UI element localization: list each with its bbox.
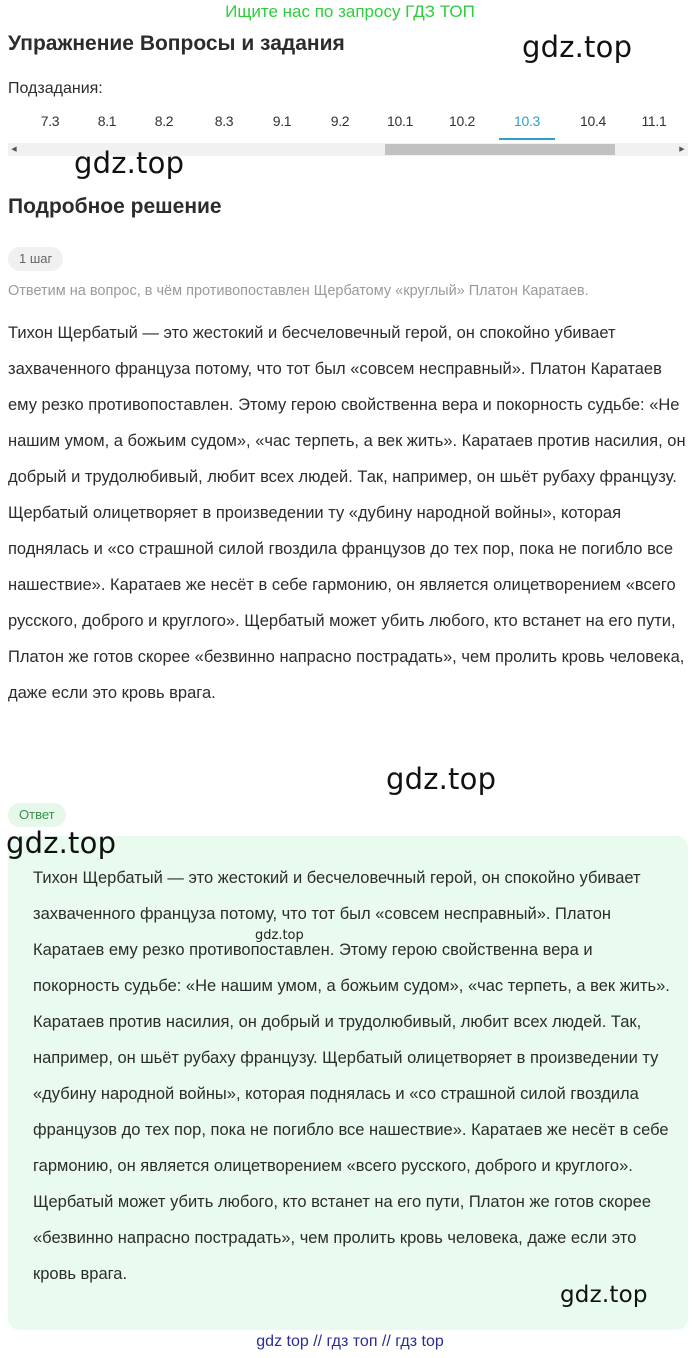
answer-badge: Ответ [8,803,66,827]
watermark-small: gdz.top [255,928,304,943]
tab-8-2[interactable]: 8.2 [154,113,174,129]
tab-8-1[interactable]: 8.1 [97,113,117,129]
page-title: Упражнение Вопросы и задания [8,32,345,55]
footer-links[interactable]: gdz top // гдз топ // гдз top [256,1333,444,1350]
subtasks-tabs [0,110,700,142]
tab-10-4[interactable]: 10.4 [579,113,607,129]
tab-7-3[interactable]: 7.3 [40,113,60,129]
watermark: gdz.top [386,762,497,796]
top-banner: Ищите нас по запросу ГДЗ ТОП [225,2,475,21]
watermark: gdz.top [6,826,117,860]
scrollbar-thumb[interactable] [385,144,615,155]
scroll-left-icon[interactable]: ◀ [11,146,17,153]
solution-text: Тихон Щербатый — это жестокий и бесчеловечный герой, он спокойно убивает захваченного француза потому, что тот был «совсем несправный». Платон Каратаев ему резко противопоставлен. Этому герою свойственна вера и покорность судьбе: «Не нашим умом, а божьим судом», «час терпеть, а век жить». Каратаев против насилия, он добрый и трудолюбивый, любит всех людей. Так, например, он шьёт рубаху французу. Щербатый олицетворяет в произведении ту «дубину народной войны», которая поднялась и «со страшной силой гвоздила французов до тех пор, пока не погибло все нашествие». Каратаев же несёт в себе гармонию, он является олицетворением «всего русского, доброго и круглого». Щербатый может убить любого, кто встанет на его пути, Платон же готов скорее «безвинно напрасно пострадать», чем пролить кровь человека, даже если это кровь врага. [8,324,686,702]
tab-9-2[interactable]: 9.2 [330,113,350,129]
subtasks-label: Подзадания: [8,80,103,97]
watermark: gdz.top [74,146,185,180]
answer-text: Тихон Щербатый — это жестокий и бесчеловечный герой, он спокойно убивает захваченного француза потому, что тот был «совсем несправный». Платон Каратаев ему резко противопоставлен. Этому герою свойственна вера и покорность судьбе: «Не нашим умом, а божьим судом», «час терпеть, а век жить». Каратаев против насилия, он добрый и трудолюбивый, любит всех людей. Так, например, он шьёт рубаху французу. Щербатый олицетворяет в произведении ту «дубину народной войны», которая поднялась и «со страшной силой гвоздила французов до тех пор, пока не погибло все нашествие». Каратаев же несёт в себе гармонию, он является олицетворением «всего русского, доброго и круглого». Щербатый может убить любого, кто встанет на его пути, Платон же готов скорее «безвинно напрасно пострадать», чем пролить кровь человека, даже если это кровь врага. [33,869,670,1283]
step-badge: 1 шаг [8,247,63,271]
tab-10-3[interactable]: 10.3 [499,110,555,140]
solution-title: Подробное решение [8,195,222,218]
tab-8-3[interactable]: 8.3 [214,113,234,129]
watermark: gdz.top [522,30,633,64]
scroll-right-icon[interactable]: ▶ [679,146,685,153]
tab-10-2[interactable]: 10.2 [448,113,476,129]
watermark: gdz.top [560,1282,648,1308]
solution-intro: Ответим на вопрос, в чём противопоставлен Щербатому «круглый» Платон Каратаев. [8,283,589,299]
tab-10-1[interactable]: 10.1 [386,113,414,129]
tab-11-1[interactable]: 11.1 [641,113,667,129]
tab-9-1[interactable]: 9.1 [272,113,292,129]
